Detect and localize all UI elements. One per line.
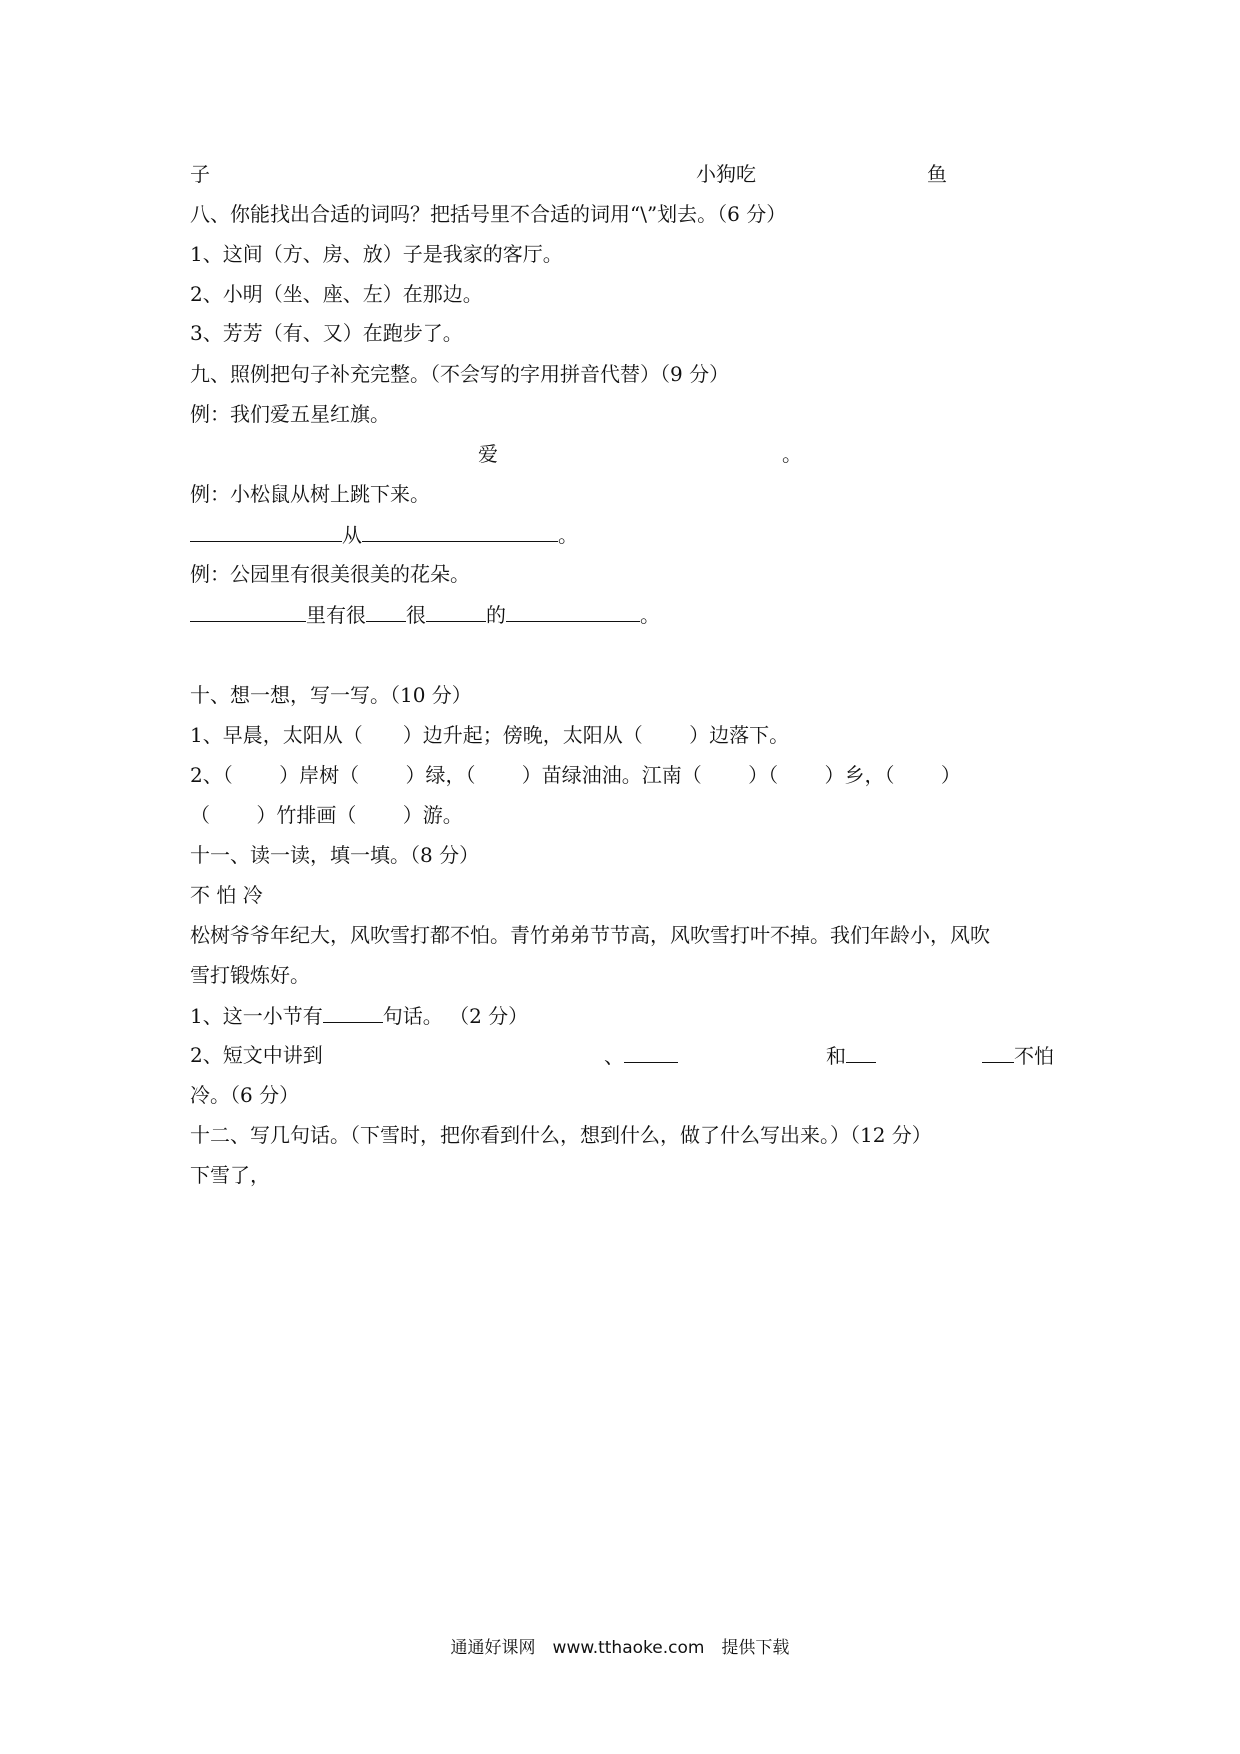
q11-sub-2-a: 2、短文中讲到 [190,1043,323,1067]
q11-sub-1-b: 句话。 （2 分） [382,1004,529,1028]
q12-title: 十二、写几句话。（下雪时，把你看到什么，想到什么，做了什么写出来。）（12 分） [190,1123,932,1147]
q9-fill-line-2 [190,521,578,548]
q9-title: 九、照例把句子补充完整。（不会写的字用拼音代替）（9 分） [190,362,730,386]
q11-sub-2-c: 和 [826,1044,846,1068]
fill-blank[interactable] [190,601,306,622]
q9-blank-2-mid: 从 [342,523,362,547]
top-row-right-text: 鱼 [927,162,947,186]
q10-title: 十、想一想，写一写。（10 分） [190,683,472,707]
q11-passage-line-2: 雪打锻炼好。 [190,963,310,987]
footer-text: 通通好课网 www.tthaoke.com 提供下载 [450,1638,790,1658]
fill-blank[interactable] [323,1002,383,1023]
q11-passage-line-1: 松树爷爷年纪大，风吹雪打都不怕。青竹弟弟节节高，风吹雪打叶不掉。我们年龄小，风吹 [190,923,990,947]
fill-blank[interactable] [190,521,342,542]
q9-example-2: 例：小松鼠从树上跳下来。 [190,482,430,506]
q11-sub-1-a: 1、这一小节有 [190,1004,323,1028]
q9-blank-3-b: 很 [406,603,426,627]
q9-blank-3-end: 。 [640,603,660,627]
fill-blank[interactable] [624,1042,678,1063]
q11-sub-2-b: 、 [604,1044,624,1068]
top-row-left-text: 子 [190,162,210,186]
fill-blank[interactable] [366,601,406,622]
q9-blank-3-c: 的 [486,603,506,627]
q11-sub-2-mid [604,1042,678,1069]
q11-sub-2-end [982,1042,1054,1069]
q11-sub-2-d: 不怕 [1014,1044,1054,1068]
q10-line-2: 2、（ ）岸树（ ）绿，（ ）苗绿油油。江南（ ）（ ）乡，（ ） [190,763,961,787]
fill-blank[interactable] [506,601,640,622]
q8-item-3: 3、芳芳（有、又）在跑步了。 [190,321,463,345]
fill-blank[interactable] [846,1042,876,1063]
q9-blank-2-end: 。 [558,523,578,547]
fill-blank[interactable] [426,601,486,622]
fill-blank[interactable] [982,1042,1014,1063]
q8-title: 八、你能找出合适的词吗？把括号里不合适的词用“\”划去。（6 分） [190,202,787,226]
q8-item-1: 1、这间（方、房、放）子是我家的客厅。 [190,242,563,266]
fill-blank[interactable] [362,521,558,542]
q11-poem-title: 不 怕 冷 [190,883,263,907]
q11-sub-2-e: 冷。（6 分） [190,1083,300,1107]
q10-line-3: （ ）竹排画（ ）游。 [190,803,463,827]
q9-example-1: 例：我们爱五星红旗。 [190,402,390,426]
top-row-middle-text: 小狗吃 [696,162,756,186]
q12-start: 下雪了， [190,1163,270,1187]
q11-title: 十一、读一读，填一填。（8 分） [190,843,480,867]
q9-blank-1-end: 。 [782,442,802,466]
q9-example-3: 例：公园里有很美很美的花朵。 [190,562,470,586]
q9-fill-line-3 [190,601,660,628]
q8-item-2: 2、小明（坐、座、左）在那边。 [190,282,483,306]
q9-blank-1-mid: 爱 [478,442,498,466]
q9-blank-3-a: 里有很 [306,603,366,627]
q10-line-1: 1、早晨，太阳从（ ）边升起；傍晚，太阳从（ ）边落下。 [190,723,790,747]
q11-sub-1 [190,1002,528,1029]
q11-sub-2-and [826,1042,876,1069]
